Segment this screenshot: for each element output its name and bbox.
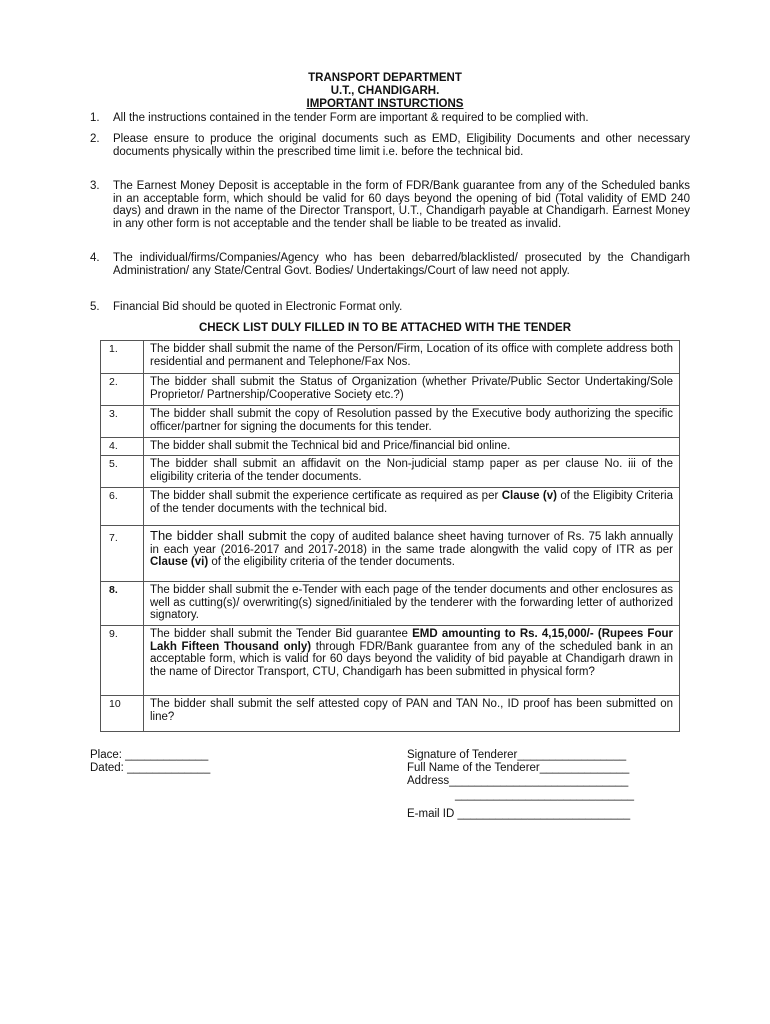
row-text: The bidder shall submit the self attested copy of PAN and TAN No., ID proof has been submitted on line? [144, 696, 680, 732]
tenderer-block [407, 749, 634, 821]
row-text [144, 626, 680, 696]
row-number: 9. [101, 626, 144, 696]
table-row [101, 341, 680, 374]
dated-field[interactable]: Dated: _____________ [90, 762, 211, 775]
instruction-number: 2. [90, 133, 100, 145]
instruction-5 [90, 301, 690, 314]
row-text: The bidder shall submit an affidavit on the Non-judicial stamp paper as per clause No. iii of the eligibility criteria of the tender documents. [144, 456, 680, 488]
table-row [101, 374, 680, 406]
header-department: TRANSPORT DEPARTMENT [308, 72, 462, 84]
table-row [101, 582, 680, 626]
checklist-table [100, 340, 680, 732]
email-field[interactable]: E-mail ID ___________________________ [407, 807, 631, 820]
table-row [101, 456, 680, 488]
row-number: 6. [101, 488, 144, 526]
emd-amount: EMD amounting to Rs. 4,15,000/- (Rupees Four Lakh Fifteen Thousand only) [150, 628, 673, 653]
row-text [144, 488, 680, 526]
instruction-1 [90, 112, 690, 125]
row-text-part: The bidder shall submit the Tender Bid guarantee [150, 628, 413, 640]
row-text-lead: The bidder shall submit [150, 528, 287, 543]
checklist-title: CHECK LIST DULY FILLED IN TO BE ATTACHED WITH THE TENDER [198, 322, 572, 334]
row-text: The bidder shall submit the copy of Resolution passed by the Executive body authorizing the specific officer/partner for signing the documents for this tender. [144, 406, 680, 438]
instruction-number: 4. [90, 252, 100, 264]
table-row [101, 406, 680, 438]
row-number: 2. [101, 374, 144, 406]
instruction-number: 3. [90, 180, 100, 192]
instruction-2 [90, 133, 690, 158]
address-line-2[interactable]: ____________________________ [455, 788, 635, 801]
row-text: The bidder shall submit the Technical bid and Price/financial bid online. [144, 438, 680, 456]
instruction-4 [90, 252, 690, 277]
clause-reference: Clause (vi) [150, 556, 209, 569]
instruction-text: Please ensure to produce the original documents such as EMD, Eligibility Documents and other necessary documents physically within the prescribed time limit i.e. before the technical bid. [113, 133, 690, 158]
row-text-part: through FDR/Bank guarantee from any of the scheduled bank in an acceptable form, which is valid for 60 days beyond the validity of bid payable at Chandigarh drawn in the name of Director Transport, CTU, Chandigarh has been submitted in physical form? [150, 640, 674, 678]
row-text: The bidder shall submit the Status of Organization (whether Private/Public Sector Undertaking/Sole Proprietor/ Partnership/Cooperative Society etc.?) [144, 374, 680, 406]
row-number: 1. [101, 341, 144, 374]
document-header [0, 72, 770, 111]
row-text-part: The bidder shall submit the experience certificate as required as per [150, 490, 502, 502]
header-instructions-title: IMPORTANT INSTURCTIONS [306, 98, 464, 110]
row-number: 3. [101, 406, 144, 438]
table-row [101, 626, 680, 696]
address-field[interactable]: Address____________________________ [407, 775, 629, 788]
row-number: 8. [101, 582, 144, 626]
row-number: 7. [101, 526, 144, 582]
row-text-part: of the Eligibity Criteria of the tender documents with the technical bid. [150, 490, 674, 515]
table-row [101, 438, 680, 456]
place-field[interactable]: Place: _____________ [90, 749, 209, 761]
instruction-text: The Earnest Money Deposit is acceptable in the form of FDR/Bank guarantee from any of the Scheduled banks in an acceptable form, which should be valid for 60 days beyond the opening of bid (Total validity of EMD 240 days) and drawn in the name of the Director Transport, U.T., Chandigarh payable at Chandigarh. Earnest Money in any other form is not acceptable and the tender shall be liable to be treated as invalid. [113, 180, 690, 230]
row-text: The bidder shall submit the name of the Person/Firm, Location of its office with complete address both residential and permanent and Telephone/Fax Nos. [144, 341, 680, 374]
row-number: 4. [101, 438, 144, 456]
header-location: U.T., CHANDIGARH. [330, 85, 440, 97]
row-number: 10 [101, 696, 144, 732]
table-row [101, 526, 680, 582]
signature-field[interactable]: Signature of Tenderer_________________ [407, 749, 627, 761]
instruction-number: 5. [90, 301, 100, 313]
instruction-text: All the instructions contained in the tender Form are important & required to be complied with. [113, 112, 589, 124]
instruction-number: 1. [90, 112, 100, 124]
instruction-text: The individual/firms/Companies/Agency who has been debarred/blacklisted/ prosecuted by the Chandigarh Administration/ any State/Central Govt. Bodies/ Undertakings/Court of law need not apply. [113, 252, 690, 277]
place-date-block [90, 749, 210, 775]
row-text: The bidder shall submit the e-Tender with each page of the tender documents and other enclosures as well as cutting(s)/ overwriting(s) signed/initialed by the tenderer with the forwarding letter of authorized signatory. [144, 582, 680, 626]
table-row [101, 488, 680, 526]
clause-reference: Clause (v) [501, 490, 557, 502]
instruction-text: Financial Bid should be quoted in Electronic Format only. [113, 301, 403, 313]
row-text-part: of the eligibility criteria of the tender documents. [208, 556, 455, 569]
instruction-3 [90, 180, 690, 230]
row-text [144, 526, 680, 582]
row-number: 5. [101, 456, 144, 488]
full-name-field[interactable]: Full Name of the Tenderer______________ [407, 762, 630, 775]
row-text-part: the copy of audited balance sheet having turnover of Rs. 75 lakh annually in each year (2016-2017 and 2017-2018) in the same trade alongwith the valid copy of ITR as per [150, 531, 673, 556]
table-row [101, 696, 680, 732]
